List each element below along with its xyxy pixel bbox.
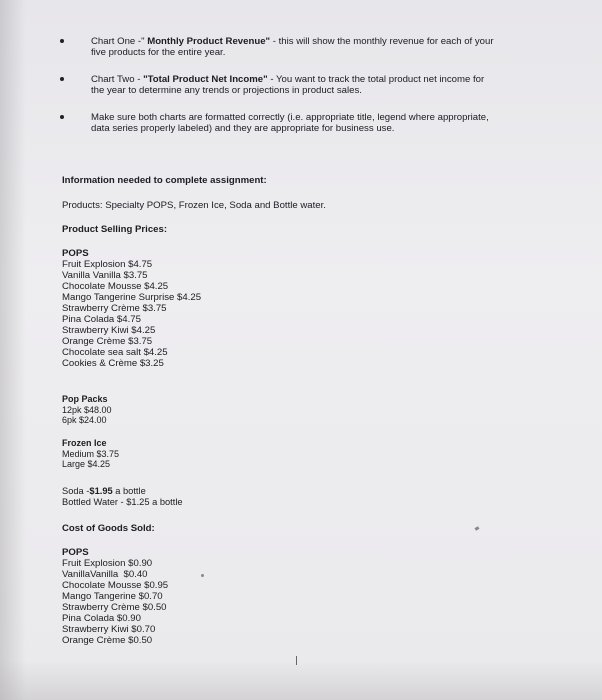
tick-mark bbox=[296, 656, 297, 665]
list-item: Pina Colada $0.90 bbox=[62, 613, 141, 624]
bullet-icon bbox=[60, 39, 64, 43]
speck-mark bbox=[201, 574, 204, 577]
soda-line bbox=[62, 486, 146, 497]
bullet-icon bbox=[60, 77, 64, 81]
list-item: Fruit Explosion $0.90 bbox=[62, 558, 153, 569]
cogs-pops-list bbox=[62, 558, 168, 646]
water-line: Bottled Water - $1.25 a bottle bbox=[62, 497, 183, 507]
instruction-bold: "Total Product Net Income" bbox=[143, 74, 268, 85]
pop-packs-section bbox=[62, 394, 112, 426]
pop-packs-list bbox=[62, 405, 112, 426]
frozen-ice-section bbox=[62, 438, 119, 470]
list-item: Orange Crème $3.75 bbox=[62, 336, 153, 347]
list-item: Chocolate Mousse $4.25 bbox=[62, 281, 169, 292]
list-item: 12pk $48.00 bbox=[62, 404, 112, 415]
pops-price-list bbox=[62, 259, 201, 369]
list-item: Vanilla Vanilla $3.75 bbox=[62, 270, 148, 281]
page-shadow-bottom bbox=[0, 660, 602, 700]
list-item: Strawberry Kiwi $4.25 bbox=[62, 325, 156, 336]
products-line: Products: Specialty POPS, Frozen Ice, Soda and Bottle water. bbox=[62, 200, 326, 211]
bullet-icon bbox=[60, 115, 64, 119]
list-item: Mango Tangerine Surprise $4.25 bbox=[62, 292, 202, 303]
cogs-heading: Cost of Goods Sold: bbox=[62, 523, 155, 534]
list-item: Strawberry Crème $3.75 bbox=[62, 303, 167, 314]
soda-price: $1.95 bbox=[89, 486, 113, 496]
list-item: Orange Crème $0.50 bbox=[62, 635, 153, 646]
selling-prices-heading: Product Selling Prices: bbox=[62, 224, 168, 235]
pen-mark bbox=[475, 526, 480, 531]
pop-packs-heading: Pop Packs bbox=[62, 394, 108, 404]
list-item: 6pk $24.00 bbox=[62, 415, 107, 425]
soda-suffix: a bottle bbox=[112, 486, 146, 496]
frozen-ice-heading: Frozen Ice bbox=[62, 438, 107, 448]
instruction-suffix: - You want to track the total product net income for the year to determine any trends or projections in product sales. bbox=[91, 74, 485, 96]
list-item: Pina Colada $4.75 bbox=[62, 314, 141, 325]
cogs-pops-section bbox=[62, 547, 168, 646]
list-item: Mango Tangerine $0.70 bbox=[62, 591, 163, 602]
instruction-chart-one bbox=[60, 36, 500, 58]
instruction-list bbox=[60, 36, 500, 134]
list-item: Strawberry Crème $0.50 bbox=[62, 602, 167, 613]
instruction-suffix: - this will show the monthly revenue for each of your five products for the entire year. bbox=[91, 36, 494, 58]
list-item: Chocolate sea salt $4.25 bbox=[62, 347, 168, 358]
page-shadow bbox=[0, 0, 26, 700]
list-item: Large $4.25 bbox=[62, 459, 111, 469]
list-item: VanillaVanilla $0.40 bbox=[62, 569, 148, 580]
instruction-text: Make sure both charts are formatted correctly (i.e. appropriate title, legend where appropriate, data series properly labeled) and they are appropriate for business use. bbox=[91, 112, 489, 134]
list-item: Cookies & Crème $3.25 bbox=[62, 358, 164, 369]
info-heading: Information needed to complete assignment: bbox=[62, 175, 267, 186]
pops-price-section bbox=[62, 248, 201, 369]
list-item: Chocolate Mousse $0.95 bbox=[62, 580, 169, 591]
instruction-prefix: Chart Two - bbox=[91, 74, 144, 85]
list-item: Strawberry Kiwi $0.70 bbox=[62, 624, 156, 635]
list-item: Fruit Explosion $4.75 bbox=[62, 259, 153, 270]
instruction-chart-two bbox=[60, 74, 500, 96]
cogs-pops-heading: POPS bbox=[62, 547, 89, 558]
instruction-formatting bbox=[60, 112, 500, 134]
instruction-bold: Monthly Product Revenue" bbox=[144, 36, 271, 47]
frozen-ice-list bbox=[62, 449, 119, 470]
instruction-prefix: Chart One -" bbox=[91, 36, 145, 47]
pops-heading: POPS bbox=[62, 248, 89, 259]
list-item: Medium $3.75 bbox=[62, 448, 120, 459]
soda-prefix: Soda - bbox=[62, 486, 90, 496]
